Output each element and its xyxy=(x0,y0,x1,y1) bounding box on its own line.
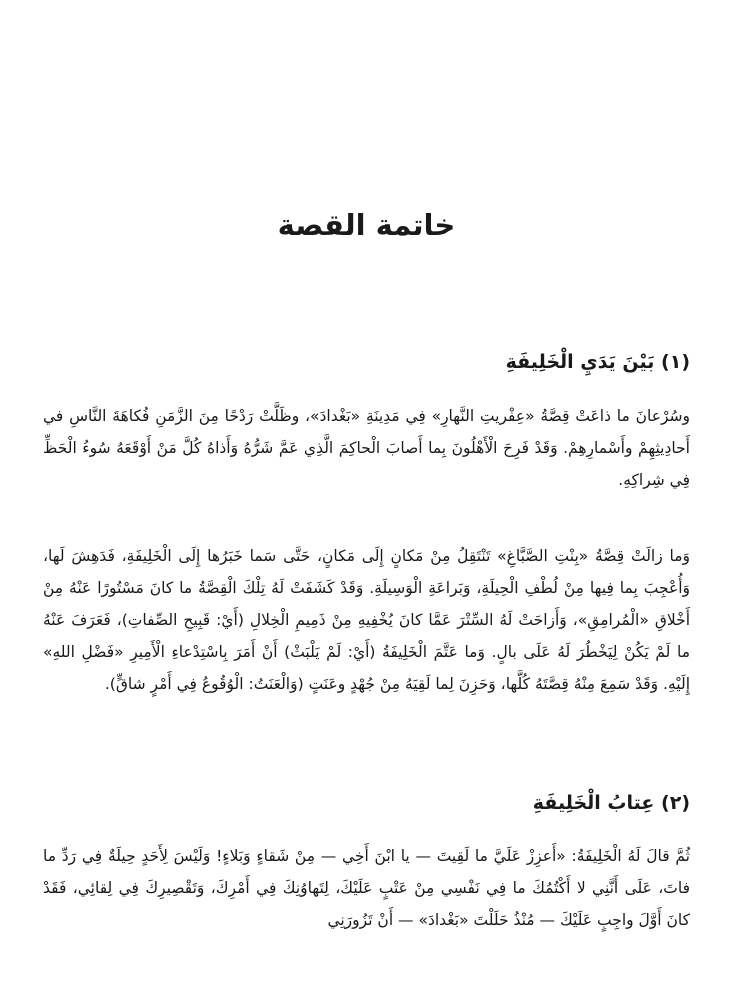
section-heading-1: (١) بَيْنَ يَدَيِ الْخَلِيفَةِ xyxy=(505,351,690,373)
paragraph: ثُمَّ قالَ لَهُ الْخَلِيفَةُ: «أَعزِزْ عَلَيَّ ما لَقِيتَ — يا ابْنَ أَخِي — مِنْ شَقاءٍ وَبَلاءٍ! وَلَيْسَ لِأَحَدٍ حِيلَةٌ فِي رَدِّ ما فاتَ، عَلَى أَنَّنِي لا أَكْتُمُكَ ما فِي نَفْسِي مِنْ عَتْبٍ عَلَيْكَ، لِتَهاوُنِكَ فِي أَمْرِكَ، وَتَقْصِيرِكَ فِي لِقائِي، فَقَدْ كانَ أَوَّلَ واجِبٍ عَلَيْكَ — مُنْذُ حَلَلْتَ «بَغْدادَ» — أَنْ تَزُورَنِي xyxy=(43,847,690,929)
paragraph: وَما زالَتْ قِصَّةُ «بِنْتِ الصَّبَّاغِ» تَنْتَقِلُ مِنْ مَكانٍ إِلَى مَكانٍ، حَتَّى سَما خَبَرُها إِلَى الْخَلِيفَةِ، فَدَهِشَ لَها، وَأُعْجِبَ بِما فِيها مِنْ لُطْفِ الْحِيلَةِ، وَبَراعَةِ الْوَسِيلَةِ. وَقَدْ كَشَفَتْ لَهُ تِلْكَ الْقِصَّةُ ما كانَ مَسْتُورًا عَنْهُ مِنْ أَخْلاقِ «الْمُرامِقِ»، وَأَزاحَتْ لَهُ السِّتْرَ عَمَّا كانَ يُخْفِيهِ مِنْ ذَمِيمِ الْخِلالِ (أَيْ: قَبِيحِ الصِّفاتِ)، فَعَرَفَ عَنْهُ ما لَمْ يَكُنْ لِيَخْطُرَ لَهُ عَلَى بالٍ. وَما عَتَّمَ الْخَلِيفَةُ (أَيْ: لَمْ يَلْبَثْ) أَنْ أَمَرَ بِاسْتِدْعاءِ الْأَمِيرِ «فَضْلِ اللهِ» إِلَيْهِ. وَقَدْ سَمِعَ مِنْهُ قِصَّتَهُ كُلَّها، وَحَزِنَ لِما لَقِيَهُ مِنْ جُهْدٍ وعَنَتٍ (وَالْعَنَتُ: الْوُقُوعُ فِي أَمْرٍ شاقٍّ). xyxy=(43,547,690,693)
section-heading-2: (٢) عِتابُ الْخَلِيفَةِ xyxy=(532,792,690,814)
chapter-title: خاتمة القصة xyxy=(277,208,456,242)
paragraph: وسُرْعانَ ما ذاعَتْ قِصَّةُ «عِفْريتِ النَّهارِ» فِي مَدِينَةِ «بَغْدادَ»، وظَلَّتْ رَدْحًا مِنَ الزَّمَنِ فُكاهَةَ النَّاسِ في أَحادِيثِهِمْ وأَسْمارِهِمْ. وَقَدْ فَرِحَ الْأَهْلُونَ بِما أَصابَ الْحاكِمَ الَّذِي عَمَّ شَرُّهُ وَأَذاهُ كُلَّ مَنْ أَوْقَعَهُ سُوءُ الْحَظِّ فِي شِراكِهِ. xyxy=(43,407,690,489)
